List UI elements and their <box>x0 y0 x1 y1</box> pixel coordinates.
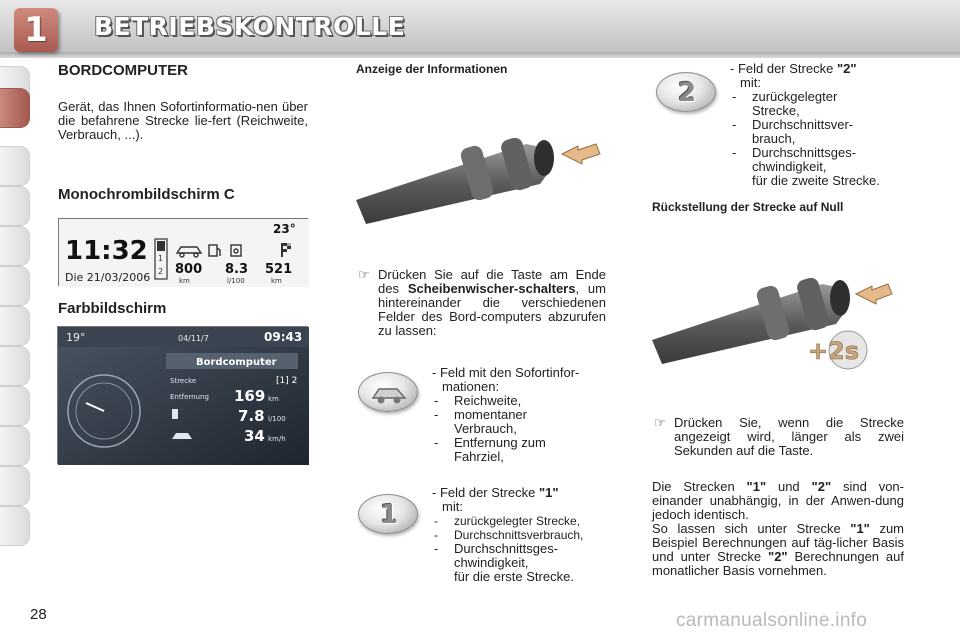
side-tab[interactable] <box>0 266 30 306</box>
trip-2-head-2: mit: <box>740 75 761 90</box>
trip-1-head: - Feld der Strecke <box>432 485 539 500</box>
car-field-item: Fahrziel, <box>454 449 504 464</box>
side-tab[interactable] <box>0 386 30 426</box>
note-1-bold: "2" <box>811 479 832 494</box>
color-date: 04/11/7 <box>178 334 209 343</box>
trip-1-badge-number: 1 <box>379 500 399 530</box>
trip-2-item: für die zweite Strecke. <box>752 173 880 188</box>
trip-2-item: Durchschnittsges- <box>752 145 857 160</box>
side-tab[interactable] <box>0 186 30 226</box>
chapter-number: 1 <box>24 10 48 50</box>
instruction-text-end: , um hintereinander die verschiedenen Felder des Bord-computers abzurufen zu lassen: <box>378 281 606 338</box>
note-2-bold: "2" <box>768 549 788 564</box>
trip-1-list: - Feld der Strecke "1" mit: - zurückgelegter Strecke, - Durchschnittsverbrauch, - Durchschnittsges- chwindigkeit, für die erste Strecke. <box>432 486 608 584</box>
note-1-text: sind von-einander unabhängig, in der Anwen-dung jedoch identisch. <box>652 479 904 522</box>
side-tab[interactable] <box>0 346 30 386</box>
color-row-label-entfernung: Entfernung <box>170 393 209 401</box>
mono-value-range: 800 <box>175 262 203 277</box>
note-2-bold: "1" <box>850 521 870 536</box>
section-heading-bordcomputer: BORDCOMPUTER <box>58 62 188 79</box>
reset-instruction-text: Drücken Sie, wenn die Strecke angezeigt wird, länger als zwei Sekunden auf die Taste. <box>674 415 904 458</box>
watermark: carmanualsonline.info <box>676 610 868 631</box>
pointing-hand-icon: ☞ <box>358 267 370 282</box>
trip-2-badge-number: 2 <box>677 78 697 108</box>
mono-screen-heading: Monochrombildschirm C <box>58 186 235 203</box>
instruction-block <box>356 268 606 338</box>
trip-2-head: - Feld der Strecke <box>730 61 837 76</box>
monochrome-display <box>58 218 308 286</box>
color-row-value-entfernung: 169 <box>234 387 266 405</box>
arrow-icon <box>562 144 600 164</box>
color-row-unit-entfernung: km <box>268 395 279 403</box>
color-row-value-consumption: 7.8 <box>238 407 265 425</box>
instruction-text-start: Drücken Sie auf die Taste am Ende des <box>378 267 606 296</box>
note-2-text: Berechnungen auf monatlicher Basis vornehmen. <box>652 549 904 578</box>
monochrome-display-graphic <box>59 219 309 287</box>
trip-1-item: für die erste Strecke. <box>454 569 574 584</box>
trip-2-head-bold: "2" <box>836 61 857 76</box>
color-screen-heading: Farbbildschirm <box>58 300 167 317</box>
side-tab[interactable] <box>0 466 30 506</box>
car-field-item: Reichweite, <box>454 393 522 408</box>
car-field-item: Verbrauch, <box>454 421 517 436</box>
note-2-text: zum Beispiel Berechnungen auf täg-licher Basis und unter Strecke <box>652 521 904 564</box>
color-row-value-strecke: [1] 2 <box>276 376 298 386</box>
note-1-text: und <box>766 479 812 494</box>
trip-2-item: chwindigkeit, <box>752 159 827 174</box>
car-field-head-2: mationen: <box>442 379 500 394</box>
car-icon <box>359 373 419 413</box>
side-tab-active[interactable] <box>0 88 30 128</box>
mono-unit-distance: km <box>271 277 282 285</box>
info-heading: Anzeige der Informationen <box>356 62 508 76</box>
trip-1-item: chwindigkeit, <box>454 555 529 570</box>
trip-1-item: Durchschnittsges- <box>454 541 559 556</box>
trip-1-item: zurückgelegter Strecke, <box>454 514 581 528</box>
note-1-text: Die Strecken <box>652 479 747 494</box>
page-number: 28 <box>30 606 47 623</box>
page-title: BETRIEBSKONTROLLE <box>94 12 406 41</box>
color-row-value-speed: 34 <box>244 427 265 445</box>
trip-2-item: Strecke, <box>752 103 800 118</box>
note-paragraph-1 <box>652 480 904 522</box>
car-badge <box>358 372 418 412</box>
hold-two-seconds-label: +2s <box>808 337 860 365</box>
note-paragraph-2 <box>652 522 904 578</box>
side-tab[interactable] <box>0 506 30 546</box>
svg-text:1: 1 <box>158 254 164 263</box>
mono-date: Die 21/03/2006 <box>65 271 151 284</box>
mono-temperature: 23° <box>273 222 296 236</box>
color-row-label-strecke: Strecke <box>170 377 197 385</box>
intro-paragraph: Gerät, das Ihnen Sofortinformatio-nen über die befahrene Strecke lie-fert (Reichweite, Verbrauch, ...). <box>58 99 308 142</box>
side-tab[interactable] <box>0 306 30 346</box>
svg-text:2: 2 <box>158 267 164 276</box>
car-field-list: - Feld mit den Sofortinfor- mationen: - Reichweite, - momentaner Verbrauch, - Entfernung zum Fahrziel, <box>432 366 608 464</box>
trip-1-item: Durchschnittsverbrauch, <box>454 528 584 542</box>
color-temperature: 19° <box>66 331 86 344</box>
chapter-badge <box>14 8 58 52</box>
side-tab[interactable] <box>0 226 30 266</box>
reset-instruction <box>652 416 904 458</box>
mono-value-consumption: 8.3 <box>225 262 249 277</box>
car-field-item: momentaner <box>454 407 527 422</box>
trip-1-head-bold: "1" <box>538 485 559 500</box>
side-tabs <box>0 66 32 576</box>
color-clock: 09:43 <box>264 330 303 344</box>
note-1-bold: "1" <box>746 479 767 494</box>
wiper-stalk-reset-illustration <box>652 264 902 374</box>
trip-2-item: Durchschnittsver- <box>752 117 854 132</box>
side-tab[interactable] <box>0 426 30 466</box>
trip-2-item: zurückgelegter <box>752 89 838 104</box>
color-display-graphic <box>58 327 309 465</box>
arrow-icon <box>856 284 892 304</box>
instruction-text-bold: Scheibenwischer-schalters <box>407 281 576 296</box>
trip-2-list: - Feld der Strecke "2" mit: - zurückgelegter Strecke, - Durchschnittsver- brauch, - Durchschnittsges- chwindigkeit, für die zweite Strecke. <box>730 62 906 188</box>
color-fuel-icon <box>172 409 178 419</box>
trip-2-badge <box>656 72 716 112</box>
mono-time: 11:32 <box>65 236 148 266</box>
car-field-item: Entfernung zum <box>454 435 546 450</box>
mono-unit-range: km <box>179 277 190 285</box>
trip-1-badge <box>358 494 418 534</box>
car-field-head: - Feld mit den Sofortinfor- <box>432 365 580 380</box>
note-2-text: So lassen sich unter Strecke <box>652 521 851 536</box>
reset-heading: Rückstellung der Strecke auf Null <box>652 200 844 214</box>
color-row-unit-speed: km/h <box>268 435 286 443</box>
trip-2-item: brauch, <box>752 131 796 146</box>
mono-unit-consumption: l/100 <box>227 277 245 285</box>
trip-1-head-2: mit: <box>442 499 463 514</box>
mono-value-distance: 521 <box>265 262 293 277</box>
wiper-stalk-illustration <box>356 128 606 224</box>
color-title: Bordcomputer <box>196 357 277 368</box>
color-row-unit-consumption: l/100 <box>268 415 286 423</box>
pointing-hand-icon: ☞ <box>654 415 666 430</box>
side-tab[interactable] <box>0 146 30 186</box>
color-display <box>57 326 308 464</box>
